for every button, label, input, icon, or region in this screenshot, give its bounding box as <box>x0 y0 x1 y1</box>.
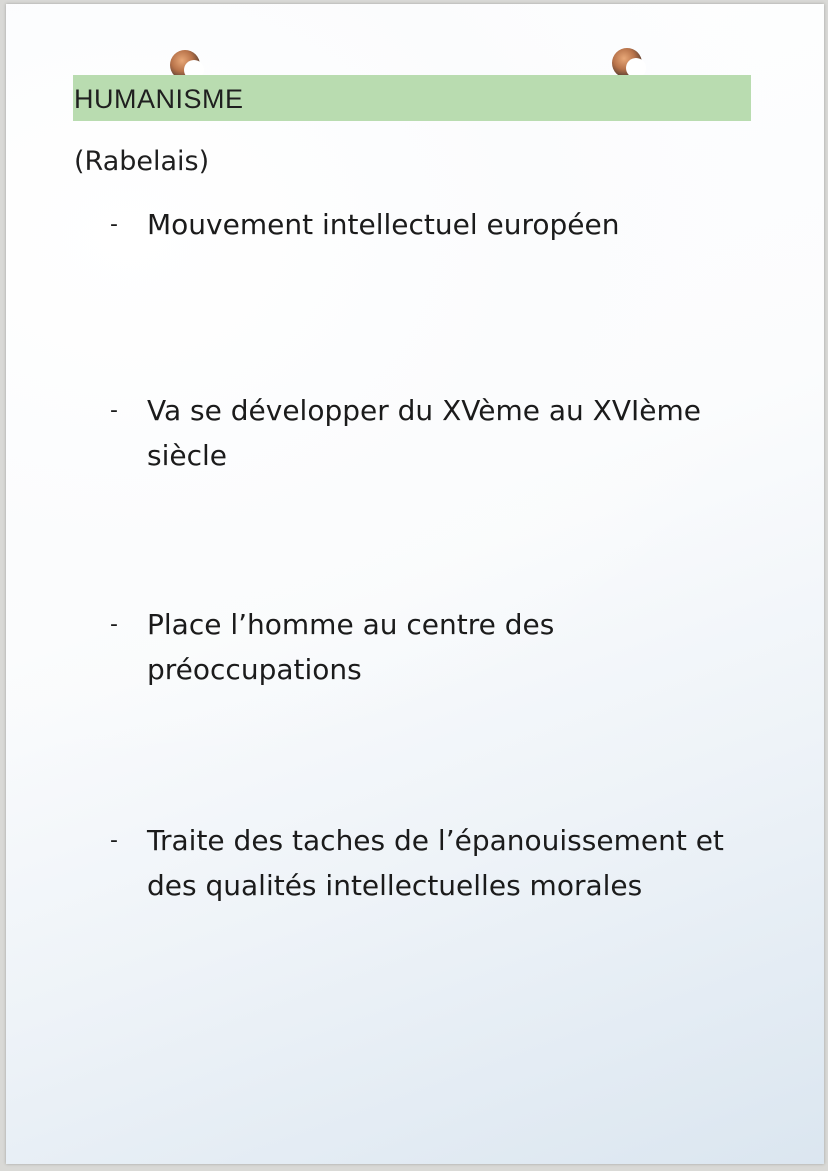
bullet-dash: - <box>110 612 118 637</box>
list-item-text: Traite des taches de l’épanouissement et des qualités intellectuelles morales <box>147 824 724 902</box>
note-card <box>6 4 824 1164</box>
bullet-dash: - <box>110 212 118 237</box>
bullet-dash: - <box>110 398 118 423</box>
list-item <box>110 602 750 692</box>
list-item <box>110 818 750 908</box>
punch-hole-right <box>612 48 642 78</box>
card-subtitle: (Rabelais) <box>74 146 210 177</box>
list-item <box>110 388 750 478</box>
list-item-text: Mouvement intellectuel européen <box>147 208 620 241</box>
list-item <box>110 202 750 247</box>
list-item-text: Va se développer du XVème au XVIème siècle <box>147 394 701 472</box>
list-item-text: Place l’homme au centre des préoccupations <box>147 608 555 686</box>
bullet-dash: - <box>110 828 118 853</box>
card-title: HUMANISME <box>74 84 244 114</box>
